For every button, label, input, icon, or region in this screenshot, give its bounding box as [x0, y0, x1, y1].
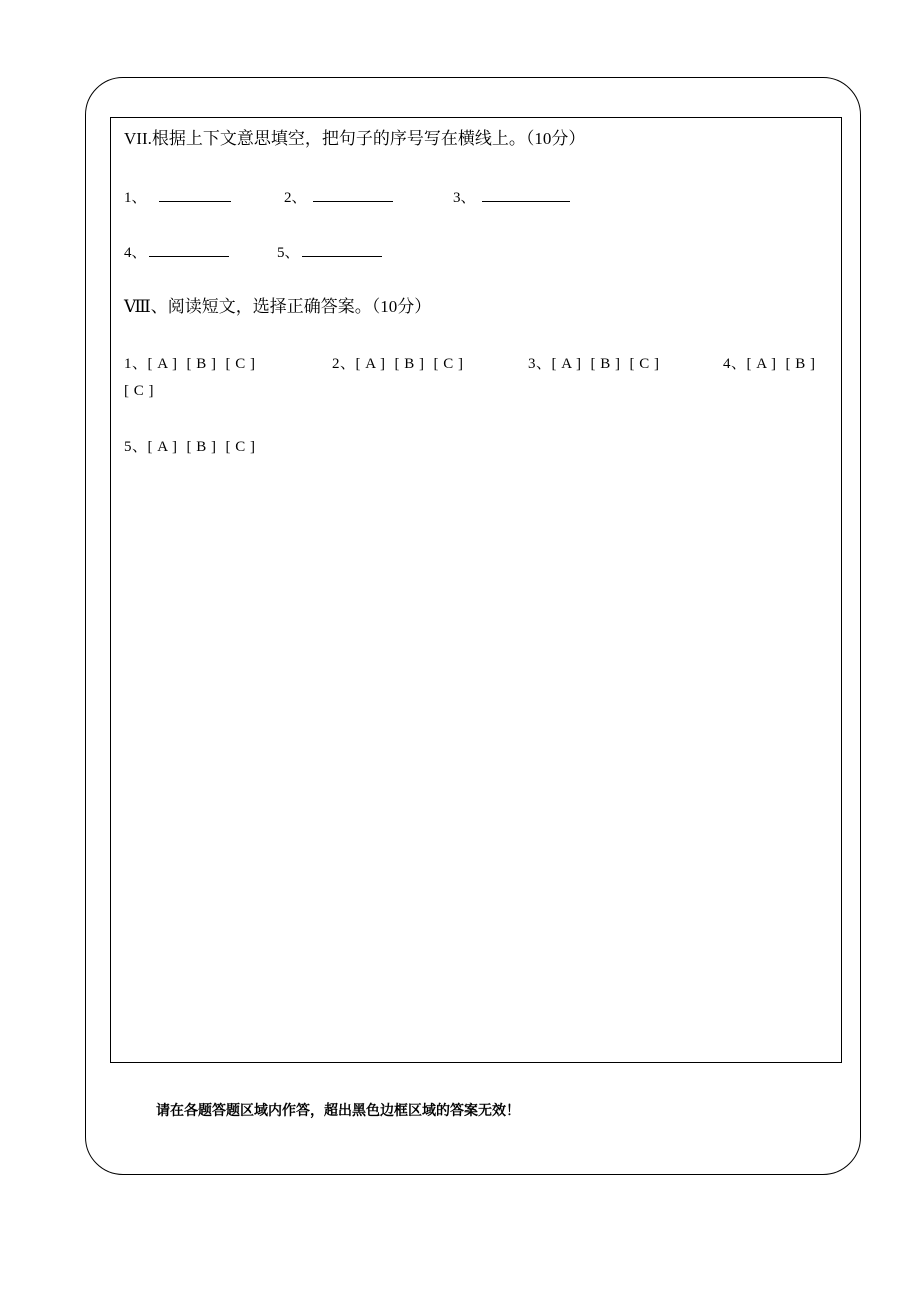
choice-row-1	[124, 353, 834, 375]
blank-3-line[interactable]	[482, 186, 570, 202]
choice-3-option-c[interactable]: [ C ]	[629, 356, 660, 372]
choice-3-label: 3、	[528, 356, 552, 372]
section-8-title: Ⅷ、阅读短文，选择正确答案。（10分）	[124, 297, 432, 316]
blank-1[interactable]	[124, 186, 231, 209]
blank-2[interactable]	[284, 186, 393, 209]
section-7-title: VII.根据上下文意思填空，把句子的序号写在横线上。（10分）	[124, 129, 586, 148]
blank-5-line[interactable]	[302, 241, 382, 257]
choice-5-option-a[interactable]: [ A ]	[147, 439, 178, 455]
choice-5-label: 5、	[124, 439, 148, 455]
choice-3-option-b[interactable]: [ B ]	[590, 356, 621, 372]
choice-question-4	[723, 353, 825, 375]
choice-4-option-b[interactable]: [ B ]	[785, 356, 816, 372]
blank-row-1	[124, 186, 834, 208]
blank-4[interactable]	[124, 241, 229, 264]
choice-question-1	[124, 353, 265, 375]
choice-question-2	[332, 353, 473, 375]
choice-5-option-b[interactable]: [ B ]	[186, 439, 217, 455]
blank-1-line[interactable]	[159, 186, 231, 202]
choice-4-option-a[interactable]: [ A ]	[746, 356, 777, 372]
choice-row-2	[124, 436, 834, 458]
blank-5[interactable]	[277, 241, 382, 264]
blank-3[interactable]	[453, 186, 570, 209]
choice-question-5	[124, 436, 265, 458]
blank-4-label: 4、	[124, 245, 147, 261]
choice-question-3	[528, 353, 669, 375]
blank-2-label: 2、	[284, 190, 307, 206]
answer-area-notice: 请在各题答题区域内作答，超出黑色边框区域的答案无效！	[156, 1103, 520, 1119]
choice-2-option-c[interactable]: [ C ]	[433, 356, 464, 372]
choice-4-option-c[interactable]: [ C ]	[124, 383, 154, 399]
choice-4-label: 4、	[723, 356, 747, 372]
blank-3-label: 3、	[453, 190, 476, 206]
choice-3-option-a[interactable]: [ A ]	[551, 356, 582, 372]
choice-1-label: 1、	[124, 356, 148, 372]
choice-2-option-b[interactable]: [ B ]	[394, 356, 425, 372]
blank-5-label: 5、	[277, 245, 300, 261]
blank-1-label: 1、	[124, 190, 147, 206]
choice-row-1-wrap	[124, 380, 834, 402]
choice-2-option-a[interactable]: [ A ]	[355, 356, 386, 372]
choice-1-option-b[interactable]: [ B ]	[186, 356, 217, 372]
choice-question-4-wrap	[124, 380, 163, 402]
blank-4-line[interactable]	[149, 241, 229, 257]
choice-2-label: 2、	[332, 356, 356, 372]
blank-2-line[interactable]	[313, 186, 393, 202]
choice-1-option-a[interactable]: [ A ]	[147, 356, 178, 372]
blank-row-2	[124, 241, 834, 263]
choice-1-option-c[interactable]: [ C ]	[225, 356, 256, 372]
choice-5-option-c[interactable]: [ C ]	[225, 439, 256, 455]
